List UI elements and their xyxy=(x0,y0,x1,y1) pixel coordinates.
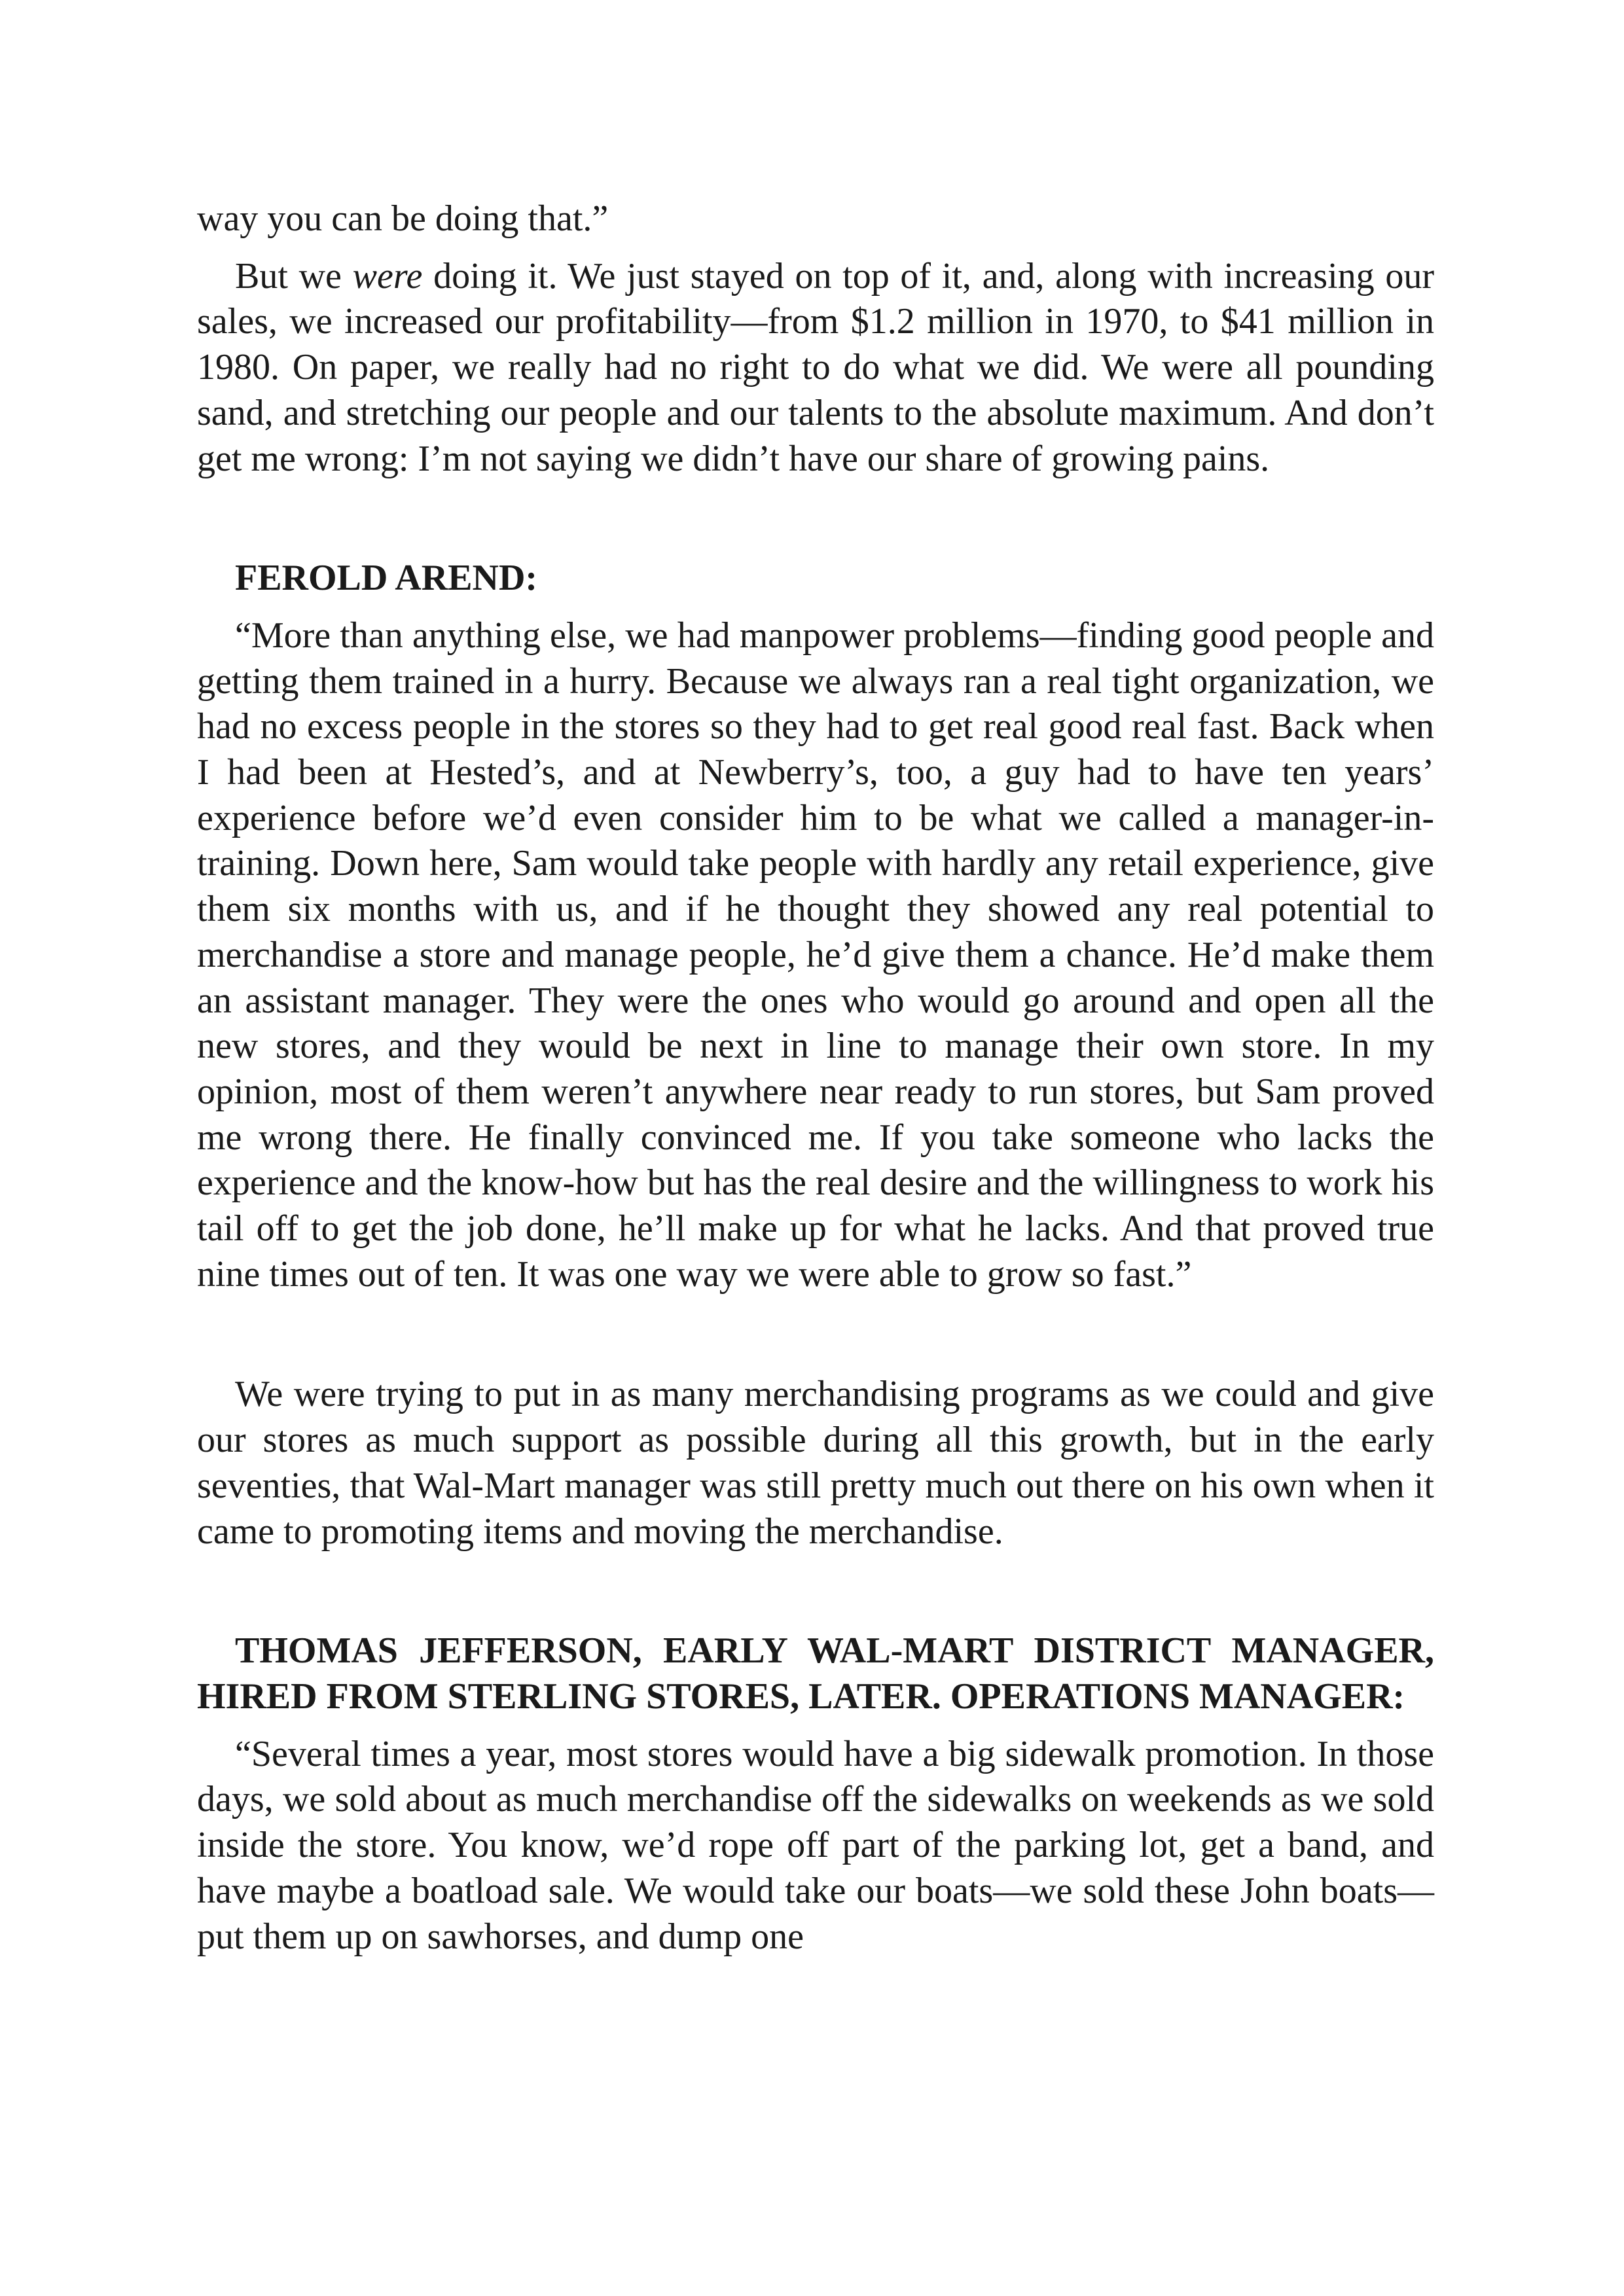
speaker-heading-thomas-jefferson: THOMAS JEFFERSON, EARLY WAL-MART DISTRICT MANAGER, HIRED FROM STERLING STORES, LATER. OPERATIONS MANAGER: xyxy=(197,1630,1434,1717)
book-page xyxy=(197,196,1434,1960)
paragraph-profitability xyxy=(197,254,1434,482)
paragraph-merchandising: We were trying to put in as many merchandising programs as we could and give our stores as much support as possible during all this growth, but in the early seventies, that Wal-Mart manager was still pretty much out there on his own when it came to promoting items and moving the merchandise. xyxy=(197,1374,1434,1552)
paragraph-text-rest: doing it. We just stayed on top of it, and, along with increasing our sales, we increased our profitability—from $1.2 million in 1970, to $41 million in 1980. On paper, we really had no right to do what we did. We were all pounding sand, and stretching our people and our talents to the absolute maximum. And don’t get me wrong: I’m not saying we didn’t have our share of growing pains. xyxy=(197,255,1434,479)
paragraph-text-start: But we xyxy=(235,255,353,296)
emphasis-were: were xyxy=(352,255,423,296)
speaker-heading-ferold-arend: FEROLD AREND: xyxy=(235,558,538,599)
quote-ferold-arend: “More than anything else, we had manpower problems—finding good people and getting them trained in a hurry. Because we always ran a real tight organization, we had no excess people in the stores so they had to get real good real fast. Back when I had been at Hested’s, and at Newberry’s, too, a guy had to have ten years’ experience before we’d even consider him to be what we called a manager-in-training. Down here, Sam would take people with hardly any retail experience, give them six months with us, and if he thought they showed any real potential to merchandise a store and manage people, he’d give them a chance. He’d make them an assistant manager. They were the ones who would go around and open all the new stores, and they would be next in line to manage their own store. In my opinion, most of them weren’t anywhere near ready to run stores, but Sam proved me wrong there. He finally convinced me. If you take someone who lacks the experience and the know-how but has the real desire and the willingness to work his tail off to get the job done, he’ll make up for what he lacks. And that proved true nine times out of ten. It was one way we were able to grow so fast.” xyxy=(197,615,1434,1295)
quote-thomas-jefferson: “Several times a year, most stores would have a big sidewalk promotion. In those days, we sold about as much merchandise off the sidewalks on weekends as we sold inside the store. You know, we’d rope off part of the parking lot, get a band, and have maybe a boatload sale. We would take our boats—we sold these John boats—put them up on sawhorses, and dump one xyxy=(197,1733,1434,1957)
paragraph-continuation: way you can be doing that.” xyxy=(197,198,609,239)
